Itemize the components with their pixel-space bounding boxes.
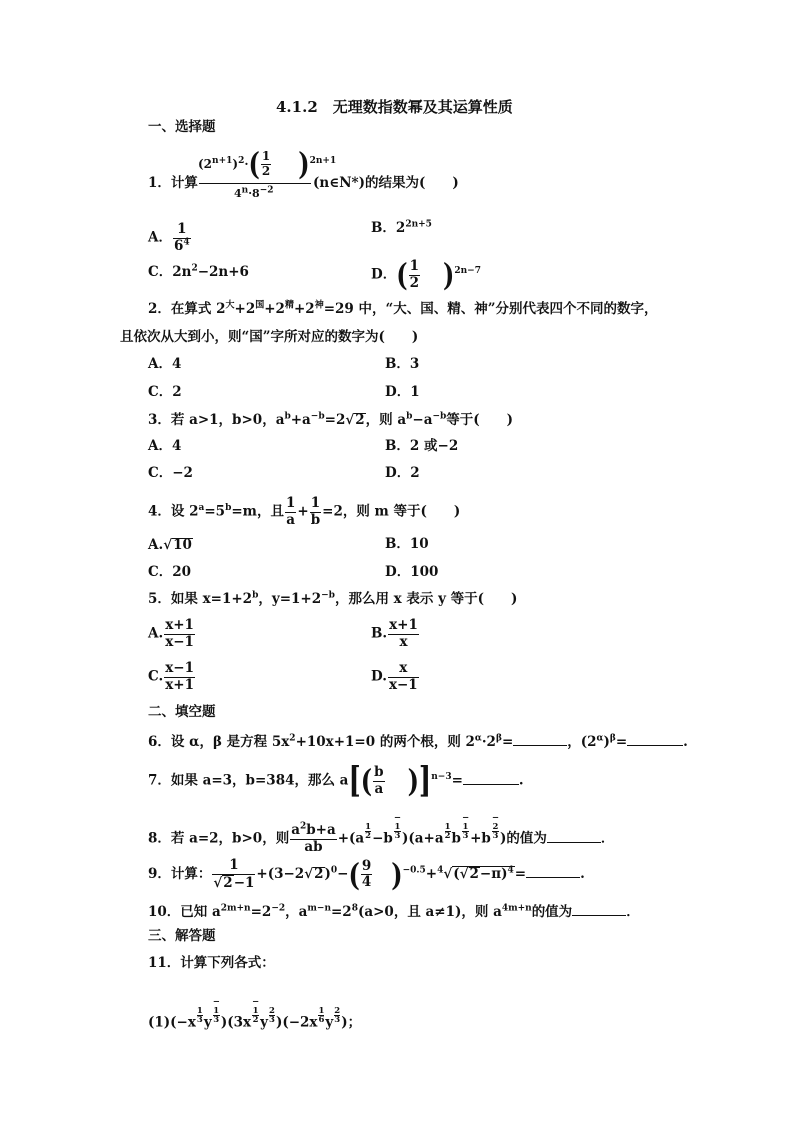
q1-label: 1．计算 (148, 175, 198, 191)
q2-stem-line1: 2．在算式 $2^大+2^国+2^精+2^神=29$ 中，“大、国、精、神”分别代表四个不同的数字， (148, 300, 658, 317)
q2-option-c: C．2 (148, 384, 182, 400)
q1-option-d: D．( $\frac{1}{2}$ )$^{2n-7}$ (371, 255, 481, 294)
q1-denominator: $4^n\cdot 8^{-2}$ (234, 185, 274, 200)
q11-sub1: (1)(−x $\frac{1}{3}$ y − 1 3 )(3x − 1 2 y $\frac{2}{3}$ )(−2x $\frac{1}{6}$ y $\frac{2}{3}$ )； (148, 997, 362, 1031)
section-heading-fill: 二、填空题 (148, 704, 216, 720)
q8-blank[interactable] (547, 830, 601, 843)
q1-domain: (n∈N*)的结果为( ) (313, 175, 459, 191)
section-heading-choice: 一、选择题 (148, 119, 216, 135)
q5-option-b: B. $\frac{x+1}{x}$ (371, 617, 418, 650)
q2-option-d: D．1 (385, 384, 420, 400)
q5-option-d: D. $\frac{x}{x-1}$ (371, 660, 418, 693)
section-heading-answer: 三、解答题 (148, 928, 216, 944)
q1-option-a: A． $\frac{1}{6^4}$ (148, 221, 190, 254)
q3-option-a: A．4 (148, 438, 182, 454)
q2-option-a: A．4 (148, 356, 182, 372)
q2-stem-line2: 且依次从大到小，则“国”字所对应的数字为( ) (120, 329, 419, 345)
q1-option-c: C．$2n^2-2n+6$ (148, 263, 249, 280)
q7-stem: 7．如果 a=3，b=384，那么 a[( $\frac{b}{a}$ )]$^{n-3}$= . (148, 760, 524, 802)
q4-option-b: B．10 (385, 536, 429, 552)
page-title: 4.1.2 无理数指数幂及其运算性质 (276, 98, 513, 116)
q5-stem: 5．如果 $x=1+2^b$，$y=1+2^{-b}$，那么用 x 表示 y 等于( ) (148, 590, 518, 607)
q9-blank[interactable] (526, 865, 580, 878)
q11-stem: 11．计算下列各式： (148, 955, 275, 971)
q6-stem: 6．设 α，β 是方程 $5x^2+10x+1=0$ 的两个根，则 $2^\alpha\cdot 2^\beta=$ ，$(2^\alpha)^\beta=$ . (148, 733, 688, 750)
q1-option-b: B．$2^{2n+5}$ (371, 219, 432, 236)
q2-option-b: B．3 (385, 356, 420, 372)
q10-blank[interactable] (572, 903, 626, 916)
q3-option-d: D．2 (385, 465, 420, 481)
q4-stem: 4．设 $2^a=5^b=m$，且 $\frac{1}{a}$ + $\frac{1}{b}$ =2，则 m 等于( ) (148, 495, 461, 528)
q4-option-d: D．100 (385, 564, 439, 580)
q3-stem: 3．若 a>1，b>0，$a^b+a^{-b}=2√2$，则 $a^b-a^{-b}$等于( ) (148, 411, 514, 428)
q1-numerator: $(2^{n+1})^2\cdot$( $\frac{1}{2}$ )$^{2n+1}$ (198, 144, 337, 183)
q3-option-b: B．2 或−2 (385, 438, 459, 454)
q8-stem: 8．若 a=2，b>0，则 $\frac{a^2b+a}{ab}$ +(a $\frac{1}{2}$ −b − 1 3 )(a+a $\frac{1}{2}$ b − 1 3 +b − 2 3 )的值为 ． (148, 813, 615, 855)
q9-stem: 9．计算： $\frac{1}{√2-1}$ $+(3-2√2)^0-$( $\frac{9}{4}$ )$^{-0.5}+^4√(√2-\pi)^4=$ . (148, 855, 585, 893)
q1-fraction-bar (199, 183, 311, 184)
q5-option-a: A. $\frac{x+1}{x-1}$ (148, 617, 194, 650)
q5-option-c: C. $\frac{x-1}{x+1}$ (148, 660, 194, 693)
q4-option-c: C．20 (148, 564, 192, 580)
q7-blank[interactable] (463, 772, 519, 785)
q6-blank-1[interactable] (513, 733, 567, 746)
q6-blank-2[interactable] (627, 733, 683, 746)
q10-stem: 10．已知 $a^{2m+n}=2^{-2}$，$a^{m-n}=2^8(a>0$，且 a≠1)，则 $a^{4m+n}$的值为 ． (148, 903, 640, 920)
q4-option-a: A.√10 (148, 537, 192, 553)
q3-option-c: C．−2 (148, 465, 193, 481)
